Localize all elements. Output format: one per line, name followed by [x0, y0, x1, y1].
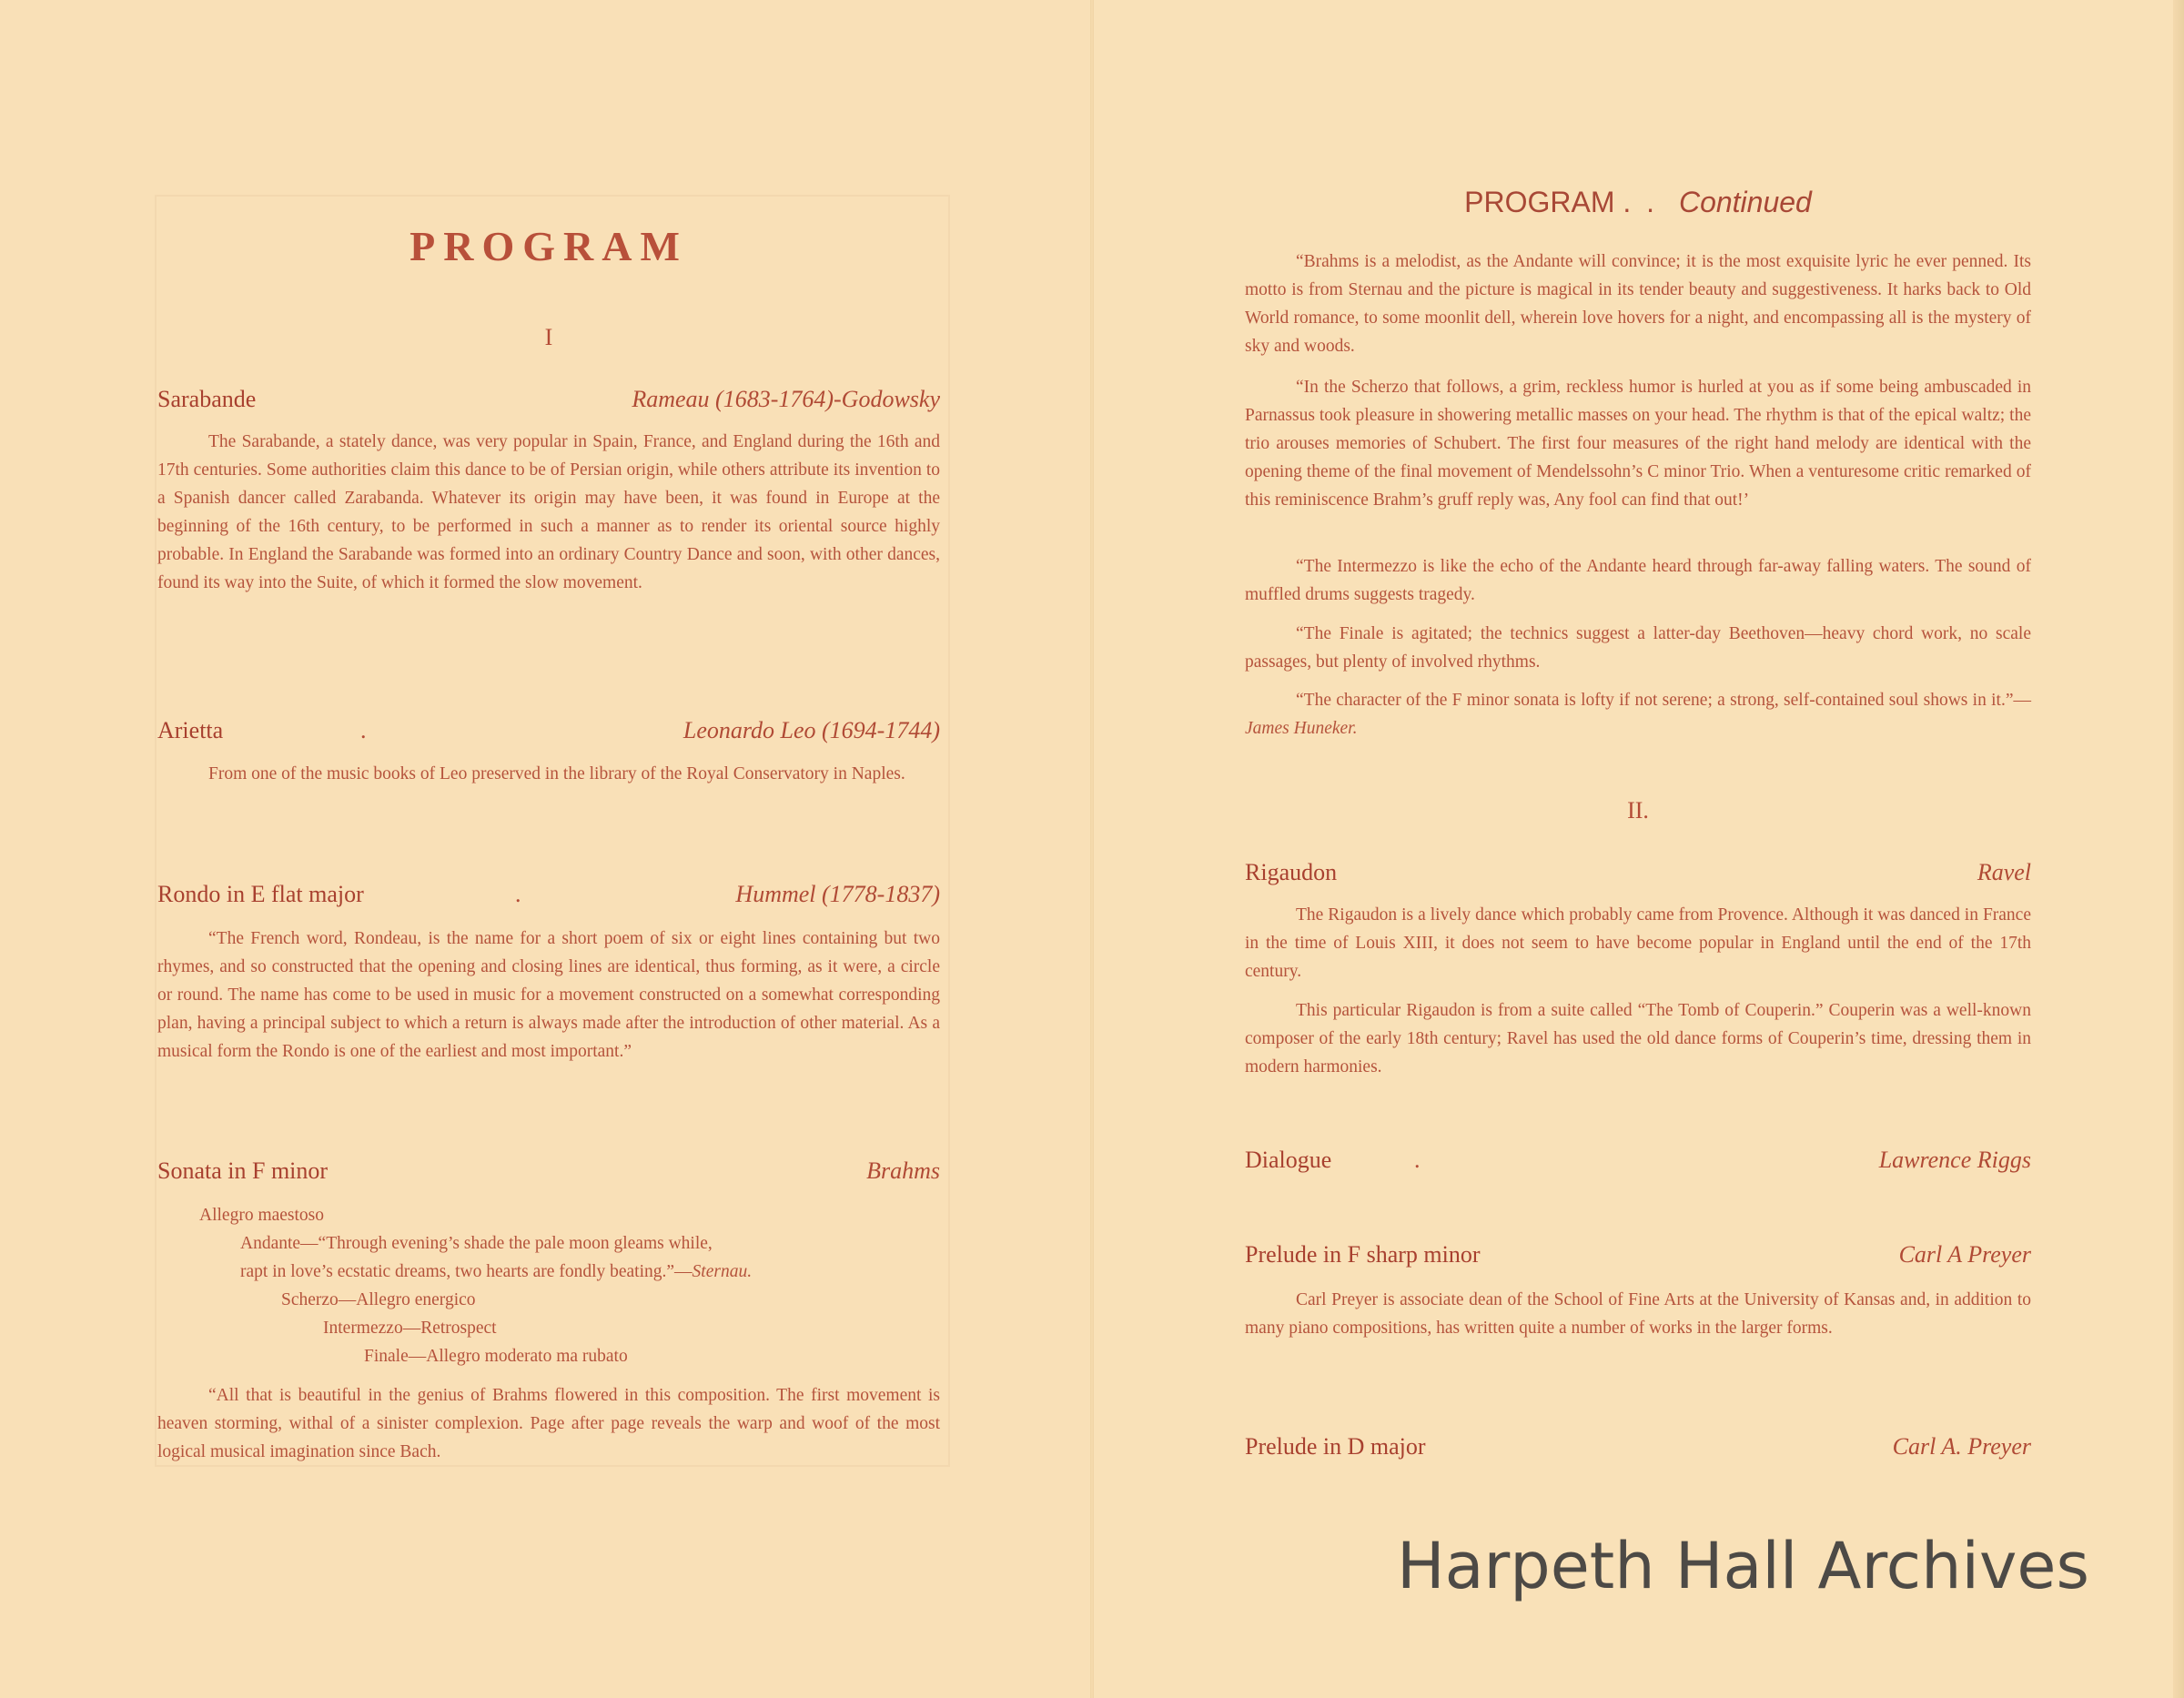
movement-line: Andante—“Through evening’s shade the pale moon gleams while,: [240, 1234, 713, 1253]
piece-composer: Carl A Preyer: [1898, 1241, 2031, 1268]
section-numeral: I: [544, 324, 553, 350]
piece-title: Sonata in F minor: [157, 1157, 329, 1184]
piece-composer: Rameau (1683-1764)-Godowsky: [632, 386, 940, 412]
title-continued: Continued: [1678, 186, 1812, 218]
piece-description: “The French word, Rondeau, is the name for a short poem of six or eight lines containing but two rhymes, and so constructed that the opening and closing lines are identical, thus forming, as it were, a circle or round. The name has come to be used in music for a movement constructed on a somewhat corresponding plan, having a principal subject to which a return is always made after the introduction of other material. As a musical form the Rondo is one of the earliest and most important.”: [157, 929, 940, 1061]
piece-composer: Ravel: [1977, 859, 2031, 885]
piece-heading-prelude-d: [1245, 1433, 2031, 1466]
piece-title: Prelude in D major: [1245, 1433, 1426, 1460]
piece-description: Carl Preyer is associate dean of the School of Fine Arts at the University of Kansas and, in addition to many piano compositions, has written quite a number of works in the larger forms.: [1245, 1290, 2031, 1338]
title-dots: . .: [1623, 186, 1659, 218]
piece-title: Sarabande: [157, 386, 257, 412]
section-numeral: II.: [1627, 797, 1649, 824]
piece-title: Dialogue: [1245, 1147, 1332, 1173]
piece-description: The Sarabande, a stately dance, was very popular in Spain, France, and England during the 16th and 17th centuries. Some authorities claim this dance to be of Persian origin, while others attribute its invention to a Spanish dancer called Zarabanda. Whatever its origin may have been, it was found in Europe at the beginning of the 16th century, to be performed in such a manner as to render its oriental source highly probable. In England the Sarabande was formed into an ordinary Country Dance and soon, with other dances, found its way into the Suite, of which it formed the slow movement.: [157, 432, 940, 592]
brahms-commentary: “The Intermezzo is like the echo of the Andante heard through far-away falling waters. The sound of muffled drums suggests tragedy.: [1245, 557, 2031, 604]
piece-composer: Hummel (1778-1837): [735, 881, 940, 907]
quote-author: James Huneker.: [1245, 719, 1358, 738]
piece-description: “All that is beautiful in the genius of Brahms flowered in this composition. The first movement is heaven storming, withal of a sinister complexion. Page after page reveals the warp and woof of the most logical musical imagination since Bach.: [157, 1386, 940, 1461]
leader-dot: .: [515, 881, 521, 907]
center-fold: [1090, 0, 1094, 1698]
quote-text: “The character of the F minor sonata is lofty if not serene; a strong, self-contained soul shows in it.”—: [1296, 691, 2031, 710]
page-title: PROGRAM: [410, 223, 688, 269]
piece-heading-rondo: [157, 881, 940, 914]
movement-line: Scherzo—Allegro energico: [281, 1290, 476, 1309]
brahms-commentary: “In the Scherzo that follows, a grim, reckless humor is hurled at you as if some being ambuscaded in Parnassus took pleasure in showering metallic masses on your head. The rhythm is that of the epical waltz; the trio arouses memories of Schubert. The first four measures of the right hand melody are identical with the opening theme of the final movement of Mendelssohn’s C minor Trio. When a venturesome critic remarked of this reminiscence Brahm’s gruff reply was, Any fool can find that out!’: [1245, 378, 2031, 510]
brahms-commentary: “The Finale is agitated; the technics suggest a latter-day Beethoven—heavy chord work, no scale passages, but plenty of involved rhythms.: [1245, 624, 2031, 672]
movement-line: [240, 1258, 752, 1286]
piece-title: Rondo in E flat major: [157, 881, 364, 907]
leader-dot: .: [1414, 1147, 1421, 1173]
title-word: PROGRAM: [1464, 186, 1615, 218]
piece-composer: Leonardo Leo (1694-1744): [682, 717, 940, 743]
piece-composer: Brahms: [866, 1157, 940, 1184]
brahms-commentary-final: [1245, 686, 2031, 743]
piece-composer: Lawrence Riggs: [1878, 1147, 2031, 1173]
movement-line: Intermezzo—Retrospect: [323, 1319, 497, 1338]
piece-heading-rigaudon: [1245, 859, 2031, 892]
movement-text: rapt in love’s ecstatic dreams, two hearts are fondly beating.”—: [240, 1262, 693, 1281]
piece-heading-sonata: [157, 1157, 940, 1190]
movement-line: Allegro maestoso: [199, 1206, 325, 1225]
movement-line: Finale—Allegro moderato ma rubato: [364, 1347, 628, 1366]
piece-description: This particular Rigaudon is from a suite called “The Tomb of Couperin.” Couperin was a well-known composer of the early 18th century; Ravel has used the old dance forms of Couperin’s time, dressing them in modern harmonies.: [1245, 1001, 2031, 1076]
piece-description: The Rigaudon is a lively dance which probably came from Provence. Although it was danced in France in the time of Louis XIII, it does not seem to have become popular in England until the end of the 17th century.: [1245, 905, 2031, 981]
brahms-commentary: “Brahms is a melodist, as the Andante will convince; it is the most exquisite lyric he ever penned. Its motto is from Sternau and the picture is magical in its tender beauty and suggestiveness. It harks back to Old World romance, to some moonlit dell, wherein love hovers for a night, and encompassing all is the mystery of sky and woods.: [1245, 252, 2031, 356]
continued-title: [1245, 186, 2031, 219]
piece-composer: Carl A. Preyer: [1892, 1433, 2031, 1460]
piece-title: Rigaudon: [1245, 859, 1338, 885]
page-edge: [2173, 0, 2184, 1698]
piece-heading-arietta: [157, 717, 940, 750]
piece-description: From one of the music books of Leo preserved in the library of the Royal Conservatory in Naples.: [208, 764, 905, 783]
piece-heading-dialogue: [1245, 1147, 2031, 1179]
piece-title: Arietta: [157, 717, 224, 743]
motto-source: Sternau.: [692, 1262, 753, 1281]
leader-dot: .: [360, 717, 367, 743]
piece-title: Prelude in F sharp minor: [1245, 1241, 1481, 1268]
piece-heading-sarabande: [157, 386, 940, 419]
piece-heading-prelude-f-sharp: [1245, 1241, 2031, 1274]
archive-watermark: Harpeth Hall Archives: [1397, 1529, 2089, 1603]
